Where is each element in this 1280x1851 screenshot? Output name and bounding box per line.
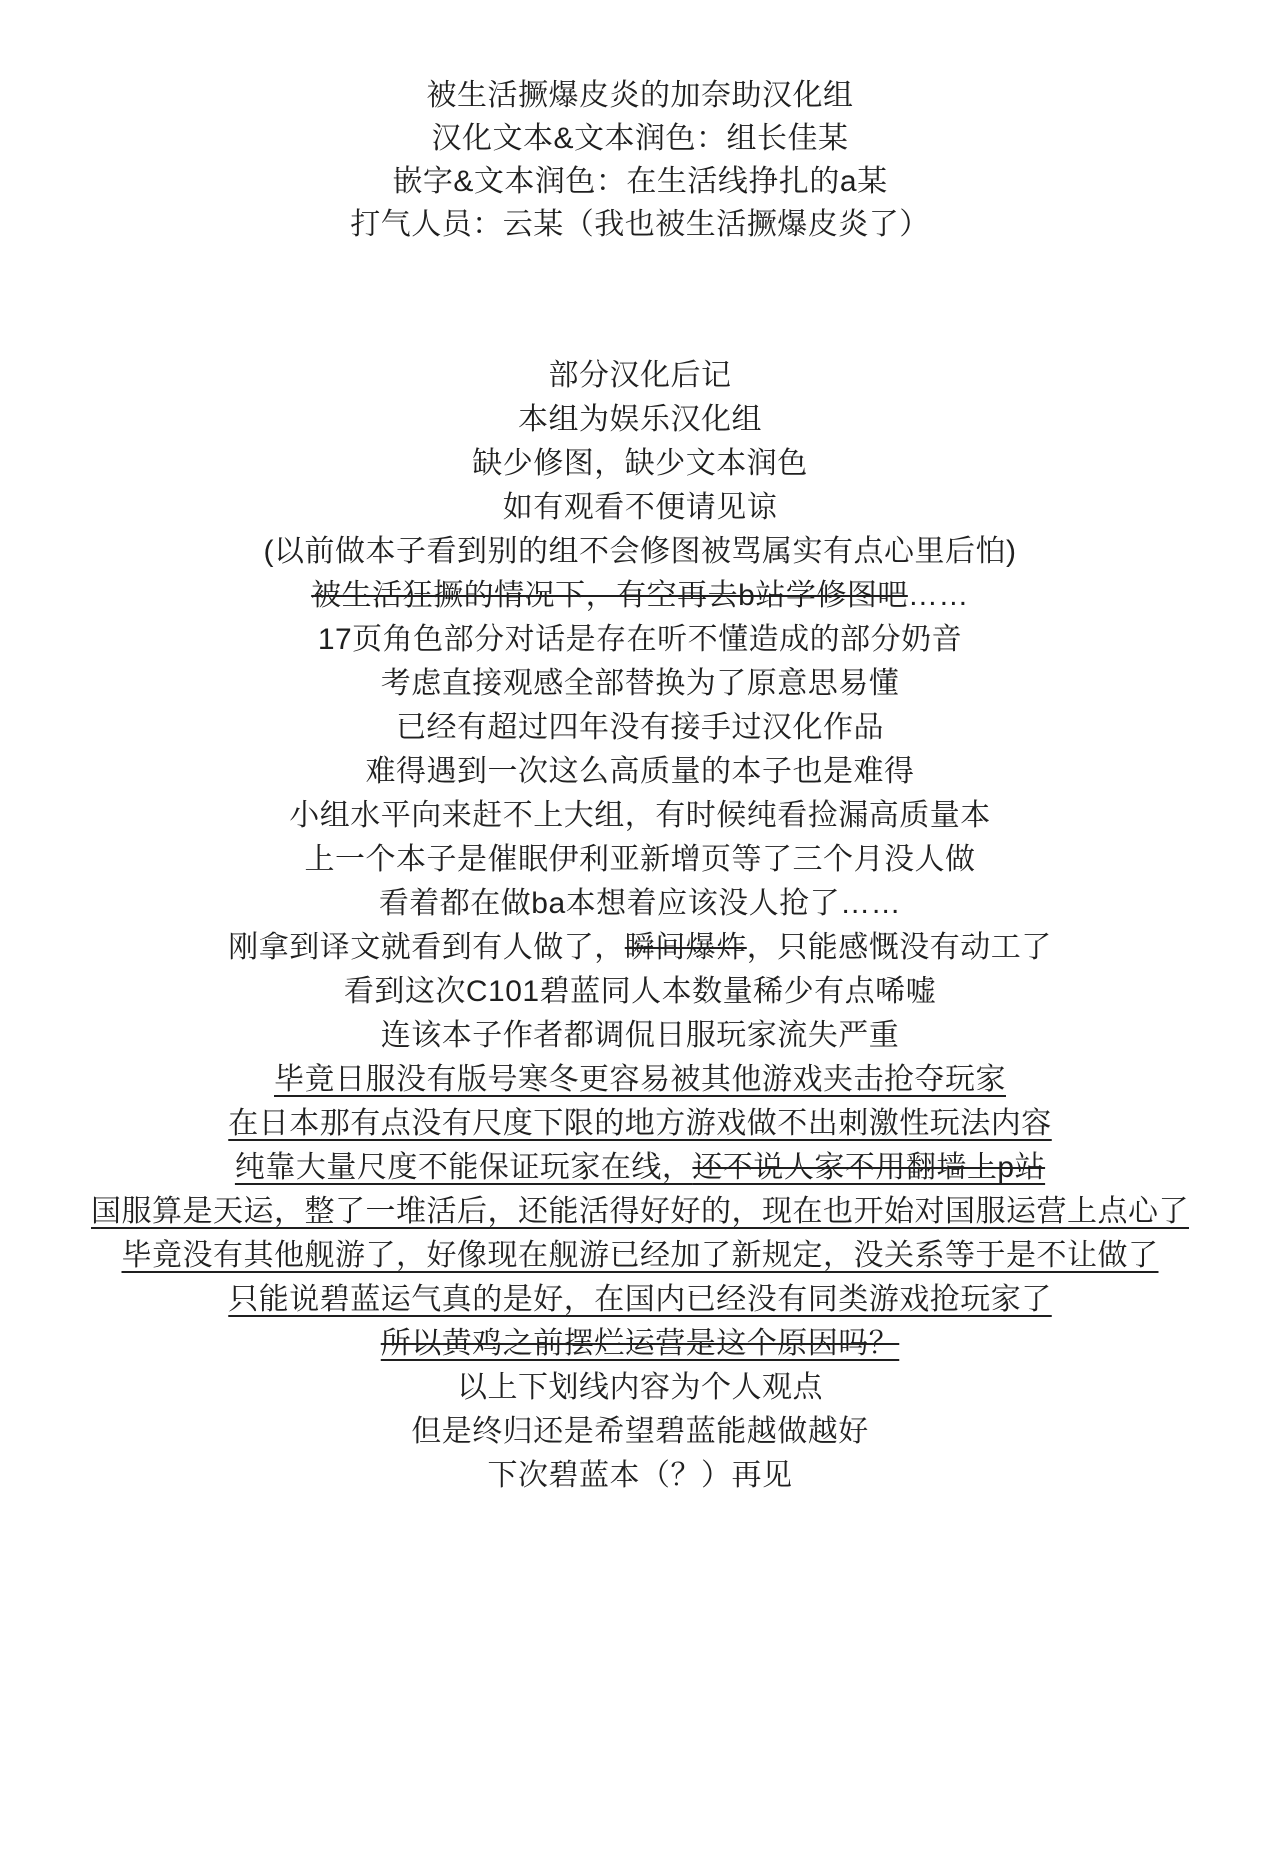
text-line bbox=[0, 442, 1280, 486]
text-line bbox=[0, 1234, 1280, 1278]
text-line bbox=[0, 1014, 1280, 1058]
text-segment: 看着都在做ba本想着应该没人抢了…… bbox=[378, 887, 902, 920]
text-segment: 被生活狂撅的情况下，有空再去b站学修图吧 bbox=[311, 579, 908, 612]
text-line bbox=[0, 203, 1280, 246]
credits-block bbox=[0, 74, 1280, 246]
text-segment: ，只能感慨没有动工了 bbox=[746, 931, 1052, 964]
text-line bbox=[0, 1366, 1280, 1410]
text-segment: 纯靠大量尺度不能保证玩家在线， bbox=[234, 1151, 693, 1184]
text-segment: 嵌字&文本润色：在生活线挣扎的a某 bbox=[392, 165, 888, 198]
text-segment: (以前做本子看到别的组不会修图被骂属实有点心里后怕) bbox=[263, 535, 1017, 568]
text-segment: 以上下划线内容为个人观点 bbox=[457, 1371, 823, 1404]
text-line bbox=[0, 1058, 1280, 1102]
text-line bbox=[0, 486, 1280, 530]
text-segment: …… bbox=[907, 579, 969, 612]
text-segment: 17页角色部分对话是存在听不懂造成的部分奶音 bbox=[317, 623, 963, 656]
text-line bbox=[0, 750, 1280, 794]
text-segment: 考虑直接观感全部替换为了原意思易懂 bbox=[380, 667, 900, 700]
text-segment: 瞬间爆炸 bbox=[624, 931, 747, 964]
text-line bbox=[0, 1322, 1280, 1366]
text-segment: 被生活撅爆皮炎的加奈助汉化组 bbox=[426, 79, 854, 112]
text-segment: 小组水平向来赶不上大组，有时候纯看捡漏高质量本 bbox=[289, 799, 991, 832]
text-line bbox=[0, 398, 1280, 442]
text-line bbox=[0, 1410, 1280, 1454]
text-line bbox=[0, 882, 1280, 926]
text-segment: 看到这次C101碧蓝同人本数量稀少有点唏嘘 bbox=[343, 975, 937, 1008]
text-segment: 刚拿到译文就看到有人做了， bbox=[228, 931, 625, 964]
text-line bbox=[0, 574, 1280, 618]
text-segment: 还不说人家不用翻墙上p站 bbox=[692, 1151, 1046, 1184]
text-segment: 连该本子作者都调侃日服玩家流失严重 bbox=[380, 1019, 900, 1052]
text-line bbox=[0, 1454, 1280, 1498]
text-segment: 如有观看不便请见谅 bbox=[502, 491, 778, 524]
text-line bbox=[0, 662, 1280, 706]
afterword-block bbox=[0, 354, 1280, 1498]
text-segment: 缺少修图，缺少文本润色 bbox=[472, 447, 808, 480]
text-segment: 国服算是天运，整了一堆活后，还能活得好好的，现在也开始对国服运营上点心了 bbox=[91, 1195, 1189, 1228]
text-line bbox=[0, 970, 1280, 1014]
text-line bbox=[0, 706, 1280, 750]
text-line bbox=[0, 1146, 1280, 1190]
text-segment: 所以黄鸡之前摆烂运营是这个原因吗？ bbox=[380, 1327, 900, 1360]
text-segment: 在日本那有点没有尺度下限的地方游戏做不出刺激性玩法内容 bbox=[228, 1107, 1052, 1140]
text-line bbox=[0, 838, 1280, 882]
text-line bbox=[0, 618, 1280, 662]
text-line bbox=[0, 1278, 1280, 1322]
text-segment: 打气人员：云某（我也被生活撅爆皮炎了） bbox=[350, 208, 930, 241]
text-line bbox=[0, 74, 1280, 117]
text-segment: 部分汉化后记 bbox=[548, 359, 732, 392]
text-segment: 毕竟日服没有版号寒冬更容易被其他游戏夹击抢夺玩家 bbox=[274, 1063, 1006, 1096]
text-segment: 下次碧蓝本（？）再见 bbox=[487, 1459, 793, 1492]
text-line bbox=[0, 1102, 1280, 1146]
text-line bbox=[0, 926, 1280, 970]
text-segment: 上一个本子是催眠伊利亚新增页等了三个月没人做 bbox=[304, 843, 976, 876]
text-line bbox=[0, 1190, 1280, 1234]
text-segment: 已经有超过四年没有接手过汉化作品 bbox=[396, 711, 884, 744]
text-segment: 但是终归还是希望碧蓝能越做越好 bbox=[411, 1415, 869, 1448]
text-line bbox=[0, 117, 1280, 160]
text-segment: 难得遇到一次这么高质量的本子也是难得 bbox=[365, 755, 915, 788]
text-line bbox=[0, 160, 1280, 203]
text-segment: 毕竟没有其他舰游了，好像现在舰游已经加了新规定，没关系等于是不让做了 bbox=[121, 1239, 1159, 1272]
block-gap bbox=[0, 246, 1280, 354]
text-line bbox=[0, 530, 1280, 574]
text-segment: 本组为娱乐汉化组 bbox=[518, 403, 762, 436]
text-line bbox=[0, 354, 1280, 398]
text-segment: 只能说碧蓝运气真的是好，在国内已经没有同类游戏抢玩家了 bbox=[228, 1283, 1052, 1316]
text-line bbox=[0, 794, 1280, 838]
text-segment: 汉化文本&文本润色：组长佳某 bbox=[431, 122, 849, 155]
